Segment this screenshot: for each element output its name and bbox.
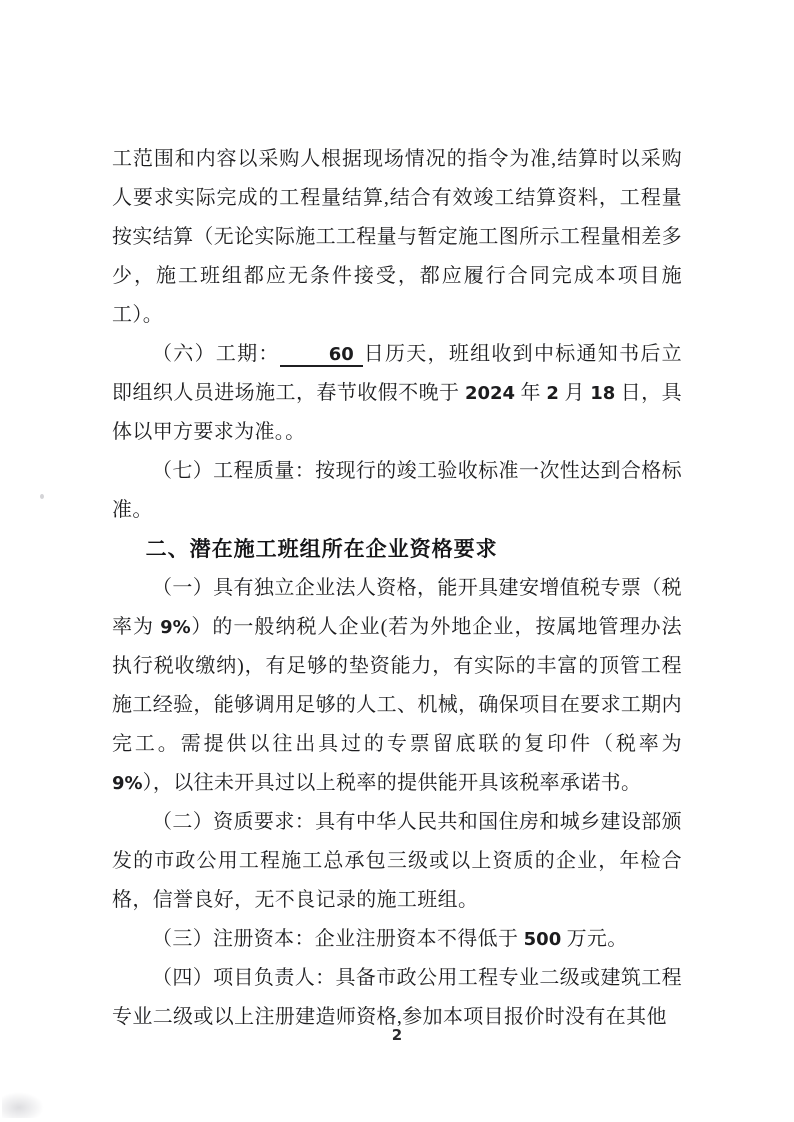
page-number: 2 <box>391 1026 403 1044</box>
para-item7-quality: （七）工程质量：按现行的竣工验收标准一次性达到合格标准。 <box>112 460 682 521</box>
duration-days-value: 60 <box>280 345 363 367</box>
para-item6-construction-period <box>112 335 682 452</box>
tax-rate-value-1: 9% <box>160 617 191 638</box>
scan-smudge <box>2 1092 44 1118</box>
para-item4-project-manager: （四）项目负责人：具备市政公用工程专业二级或建筑工程专业二级或以上注册建造师资格,参加本项目报价时没有在其他 <box>112 967 682 1028</box>
section-heading-qualification-requirements: 二、潜在施工班组所在企业资格要求 <box>145 537 498 561</box>
para-item3-registered-capital <box>112 920 682 959</box>
deadline-day-value: 18 <box>590 383 616 404</box>
item3-segment-1: （三）注册资本：企业注册资本不得低于 <box>152 928 524 950</box>
document-body <box>112 140 682 1037</box>
item3-segment-2: 万元。 <box>561 928 628 950</box>
deadline-month-unit: 月 <box>558 382 591 404</box>
deadline-month-value: 2 <box>546 383 559 404</box>
tax-rate-value-2: 9% <box>112 773 143 794</box>
scan-speck <box>40 494 44 499</box>
item6-label: （六）工期： <box>152 343 280 365</box>
para-settlement-scope: 工范围和内容以采购人根据现场情况的指令为准,结算时以采购人要求实际完成的工程量结算,结合有效竣工结算资料，工程量按实结算（无论实际施工工程量与暂定施工图所示工程量相差多少，施工班组都应无条件接受，都应履行合同完成本项目施工）。 <box>112 148 682 326</box>
item1-segment-2: ）的一般纳税人企业(若为外地企业，按属地管理办法执行税收缴纳)，有足够的垫资能力，有实际的丰富的顶管工程施工经验，能够调用足够的人工、机械，确保项目在要求工期内完工。需提供以往出具过的专票留底联的复印件（税率为 <box>112 616 682 755</box>
deadline-year-value: 2024 <box>464 383 516 404</box>
deadline-year-unit: 年 <box>515 382 547 404</box>
para-item2-qualification: （二）资质要求：具有中华人民共和国住房和城乡建设部颁发的市政公用工程施工总承包三级或以上资质的企业，年检合格，信誉良好，无不良记录的施工班组。 <box>112 811 682 911</box>
min-capital-value: 500 <box>523 929 562 950</box>
para-item1-legal-entity <box>112 569 682 803</box>
item1-segment-1: （一）具有独立企业法人资格，能开具建安增值税专票（税率为 <box>112 577 682 638</box>
item1-segment-3: ），以往未开具过以上税率的提供能开具该税率承诺书。 <box>142 772 642 794</box>
item6-after-duration: 日历天，班组收到中标通知书后立即组织人员进场施工，春节收假不晚于 <box>112 343 682 404</box>
item6-tail: 日，具体以甲方要求为准。。 <box>112 382 682 443</box>
